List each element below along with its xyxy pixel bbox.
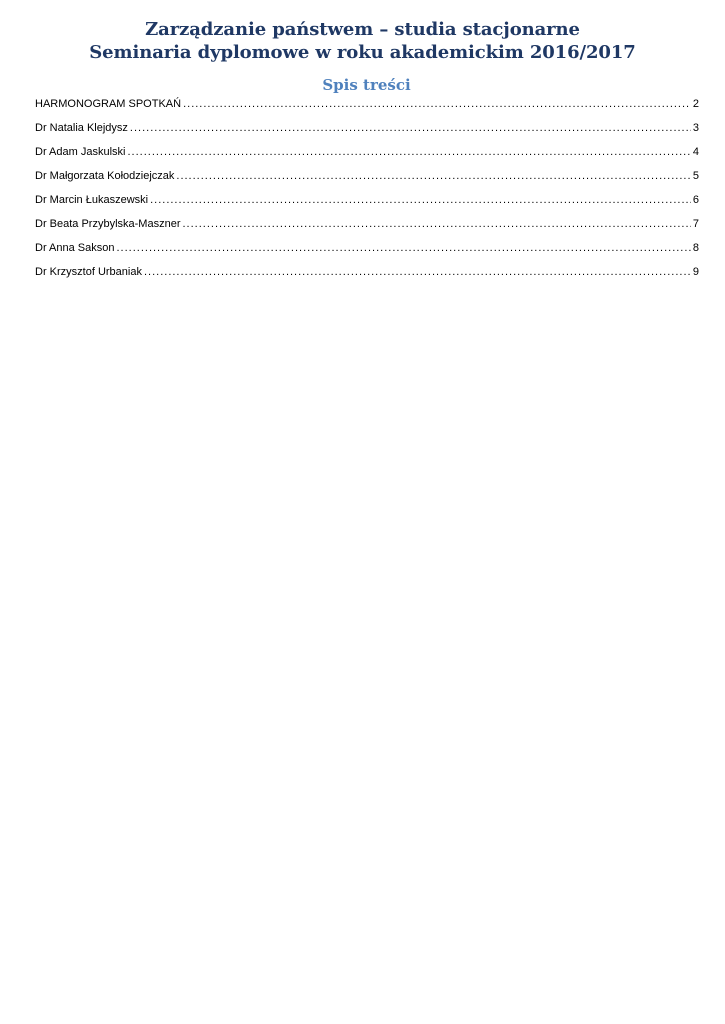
- toc-page-number: 8: [692, 242, 699, 254]
- toc-entry-label: Dr Małgorzata Kołodziejczak: [35, 170, 175, 182]
- toc-dot-leader: [127, 145, 690, 159]
- toc-entry-lukaszewski[interactable]: [35, 193, 699, 207]
- toc-dot-leader: [117, 241, 691, 255]
- toc-heading: Spis treści: [322, 76, 411, 94]
- toc-dot-leader: [183, 217, 691, 231]
- toc-dot-leader: [130, 121, 691, 135]
- toc-page-number: 5: [692, 170, 699, 182]
- document-title-line-1: Zarządzanie państwem – studia stacjonarne: [145, 19, 580, 40]
- toc-dot-leader: [183, 97, 691, 111]
- toc-entry-kolodziejczak[interactable]: [35, 169, 699, 183]
- toc-entry-label: Dr Anna Sakson: [35, 242, 115, 254]
- toc-page-number: 9: [692, 266, 699, 278]
- toc-entry-label: Dr Adam Jaskulski: [35, 146, 126, 158]
- toc-entry-label: Dr Marcin Łukaszewski: [35, 194, 149, 206]
- toc-entry-label: HARMONOGRAM SPOTKAŃ: [35, 98, 182, 110]
- toc-entry-urbaniak[interactable]: [35, 265, 699, 279]
- toc-dot-leader: [144, 265, 691, 279]
- toc-entry-jaskulski[interactable]: [35, 145, 699, 159]
- toc-entry-label: Dr Krzysztof Urbaniak: [35, 266, 142, 278]
- toc-dot-leader: [176, 169, 690, 183]
- document-title-line-2: Seminaria dyplomowe w roku akademickim 2016/2017: [89, 42, 636, 63]
- toc-page-number: 4: [692, 146, 699, 158]
- toc-entry-label: Dr Beata Przybylska-Maszner: [35, 218, 181, 230]
- toc-entry-sakson[interactable]: [35, 241, 699, 255]
- toc-entry-klejdysz[interactable]: [35, 121, 699, 135]
- toc-page-number: 7: [692, 218, 699, 230]
- toc-dot-leader: [150, 193, 691, 207]
- toc-entry-label: Dr Natalia Klejdysz: [35, 122, 128, 134]
- toc-entry-harmonogram[interactable]: [35, 97, 699, 111]
- toc-entry-przybylska-maszner[interactable]: [35, 217, 699, 231]
- toc-page-number: 2: [692, 98, 699, 110]
- toc-page-number: 3: [692, 122, 699, 134]
- toc-page-number: 6: [692, 194, 699, 206]
